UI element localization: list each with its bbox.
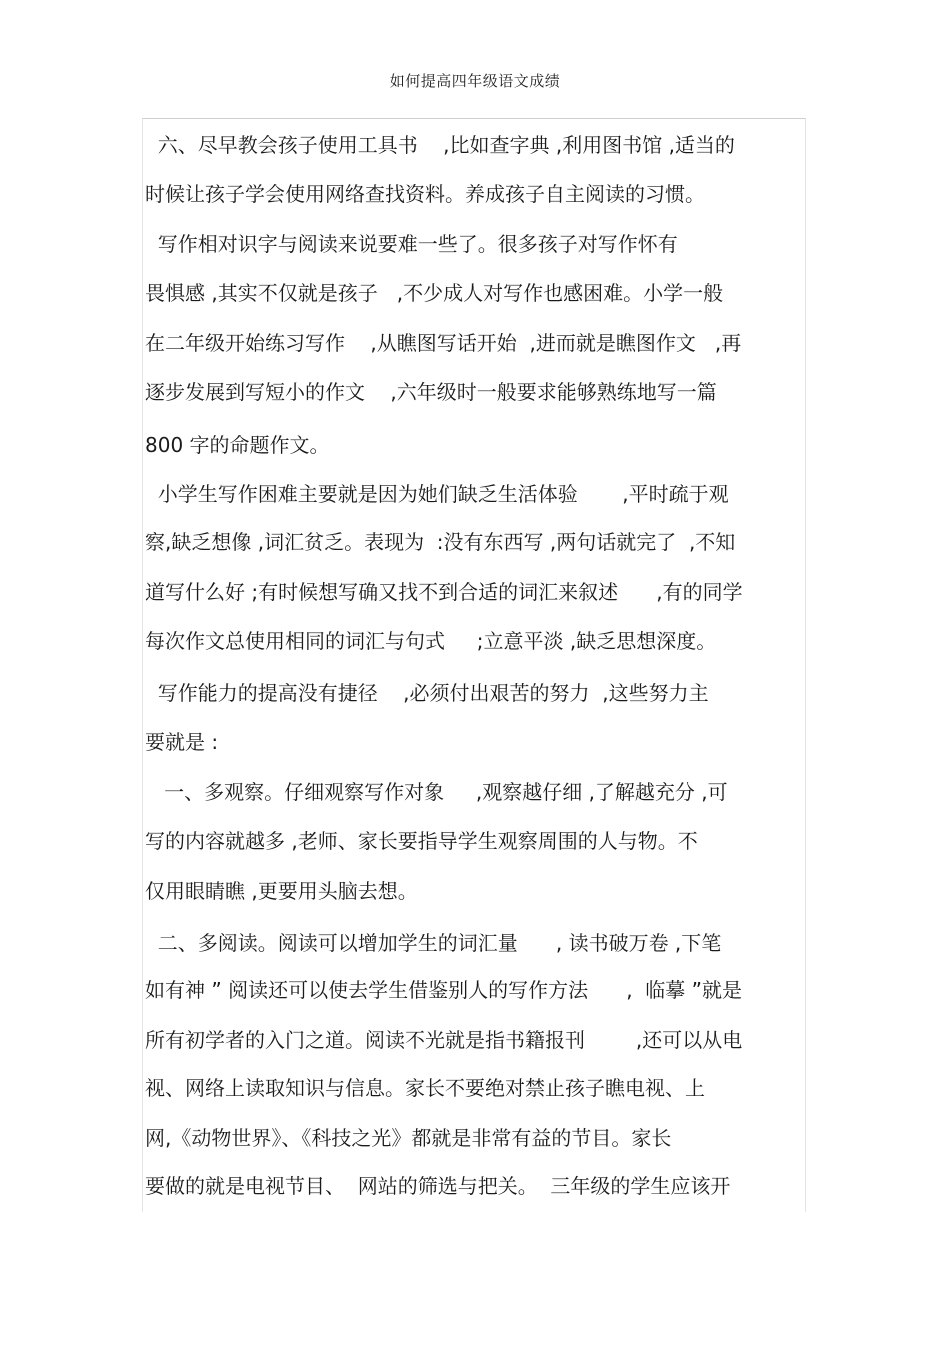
text-line: 如有神 ” 阅读还可以使去学生借鉴别人的写作方法 , 临摹 ”就是 bbox=[145, 978, 743, 1002]
text-line: 小学生写作困难主要就是因为她们缺乏生活体验 ,平时疏于观 bbox=[145, 482, 729, 506]
text-line: 在二年级开始练习写作 ,从瞧图写话开始 ,进而就是瞧图作文 ,再 bbox=[145, 331, 742, 355]
text-line: 道写什么好 ;有时候想写确又找不到合适的词汇来叙述 ,有的同学 bbox=[145, 580, 743, 604]
text-line: 每次作文总使用相同的词汇与句式 ;立意平淡 ,缺乏思想深度。 bbox=[145, 629, 717, 653]
text-line: 察,缺乏想像 ,词汇贫乏。表现为 :没有东西写 ,两句话就完了 ,不知 bbox=[145, 530, 736, 554]
text-line: 写作能力的提高没有捷径 ,必须付出艰苦的努力 ,这些努力主 bbox=[145, 681, 709, 705]
text-line: 六、尽早教会孩子使用工具书 ,比如查字典 ,利用图书馆 ,适当的 bbox=[145, 133, 735, 157]
text-line: 时候让孩子学会使用网络查找资料。养成孩子自主阅读的习惯。 bbox=[145, 182, 705, 206]
text-line: 写作相对识字与阅读来说要难一些了。很多孩子对写作怀有 bbox=[145, 232, 678, 256]
text-line: 视、网络上读取知识与信息。家长不要绝对禁止孩子瞧电视、上 bbox=[145, 1076, 705, 1100]
text-line: 畏惧感 ,其实不仅就是孩子 ,不少成人对写作也感困难。小学一般 bbox=[145, 281, 724, 305]
text-line: 要做的就是电视节目、 网站的筛选与把关。 三年级的学生应该开 bbox=[145, 1174, 731, 1198]
text-line: 800 字的命题作文。 bbox=[145, 433, 330, 457]
text-line: 所有初学者的入门之道。阅读不光就是指书籍报刊 ,还可以从电 bbox=[145, 1028, 743, 1052]
text-line: 一、多观察。仔细观察写作对象 ,观察越仔细 ,了解越充分 ,可 bbox=[145, 780, 728, 804]
text-line: 网,《动物世界》、《科技之光》都就是非常有益的节目。家长 bbox=[145, 1126, 672, 1150]
text-line: 写的内容就越多 ,老师、家长要指导学生观察周围的人与物。不 bbox=[145, 829, 698, 853]
text-line: 要就是 : bbox=[145, 730, 219, 754]
text-line: 逐步发展到写短小的作文 ,六年级时一般要求能够熟练地写一篇 bbox=[145, 380, 717, 404]
text-line: 二、多阅读。阅读可以增加学生的词汇量 , 读书破万卷 ,下笔 bbox=[145, 931, 722, 955]
document-body bbox=[142, 118, 806, 1212]
text-line: 仅用眼睛瞧 ,更要用头脑去想。 bbox=[145, 879, 418, 903]
document-title: 如何提高四年级语文成绩 bbox=[389, 72, 561, 90]
